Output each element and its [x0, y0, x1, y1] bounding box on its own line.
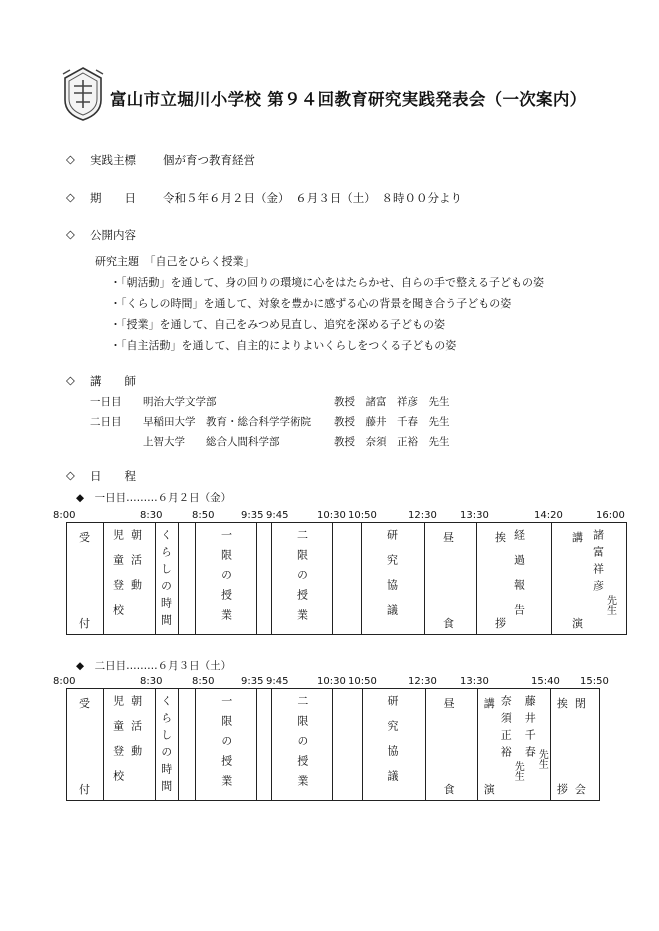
slot-text: 食: [443, 617, 454, 630]
lecturer-vertical-name: 諸富祥彦: [591, 529, 605, 597]
time-tick: 14:20: [534, 510, 563, 521]
lecturer-day: 一日目: [90, 396, 122, 408]
slot-text: 児童登校: [111, 529, 125, 629]
date-marker: ◇: [66, 190, 75, 204]
slot-text: 朝活動: [129, 695, 143, 770]
practice-label: 実践主標: [90, 153, 136, 167]
content-label: 公開内容: [90, 228, 136, 242]
content-bullet: ・「くらしの時間」を通して、対象を豊かに感ずる心の背景を聞き合う子どもの姿: [110, 297, 512, 310]
slot-text: 付: [79, 617, 90, 630]
date-label: 期 日: [90, 191, 136, 205]
time-tick: 10:50: [348, 510, 377, 521]
slot-reception: [67, 523, 104, 635]
practice-marker: ◇: [66, 152, 75, 166]
day1-caption: ◆ 一日目………６月２日（金）: [76, 492, 232, 504]
slot-text: 先生: [604, 595, 616, 615]
slot-text: 研究協議: [385, 529, 399, 629]
day2-schedule-table: [66, 688, 600, 801]
time-tick: 10:30: [317, 676, 346, 687]
slot-text: 閉: [574, 697, 586, 710]
lecturer-day: 二日目: [90, 416, 122, 428]
slot-text: 一限の授業: [219, 529, 233, 629]
day1-schedule-table: [66, 522, 627, 635]
slot-period2: [272, 523, 333, 635]
slot-lecture: [477, 689, 550, 801]
slot-text: 拶: [495, 617, 506, 630]
slot-text: 二限の授業: [295, 695, 309, 795]
content-bullet: ・「授業」を通して、自己をみつめ見直し、追究を深める子どもの姿: [110, 318, 446, 331]
time-tick: 8:00: [53, 676, 76, 687]
slot-gap: [179, 689, 196, 801]
slot-text: 食: [443, 783, 455, 796]
slot-text: 受: [79, 697, 90, 710]
slot-gap: [333, 689, 362, 801]
time-tick: 10:50: [348, 676, 377, 687]
slot-text: 先生: [536, 749, 548, 769]
slot-text: 昼: [443, 697, 455, 710]
lecturer-org: 上智大学 総合人間科学部: [143, 436, 280, 448]
slot-text: 演: [483, 783, 495, 796]
slot-text: くらしの時間: [159, 695, 173, 797]
time-tick: 9:45: [266, 676, 289, 687]
slot-period1: [196, 689, 257, 801]
slot-text: 研究協議: [386, 695, 400, 795]
time-tick: 15:40: [531, 676, 560, 687]
lecturer-name: 教授 諸富 祥彦 先生: [334, 396, 450, 408]
lecturer-org: 早稲田大学 教育・総合科学学術院: [143, 416, 311, 428]
time-tick: 9:45: [266, 510, 289, 521]
slot-period1: [196, 523, 257, 635]
slot-greeting-closing: [550, 689, 599, 801]
time-tick: 13:30: [460, 510, 489, 521]
slot-period2: [272, 689, 333, 801]
slot-text: 先生: [512, 761, 524, 781]
slot-text: 会: [574, 783, 586, 796]
slot-text: 一限の授業: [219, 695, 233, 795]
schedule-label: 日 程: [90, 469, 136, 483]
slot-kurashi: [156, 689, 179, 801]
day2-caption: ◆ 二日目………６月３日（土）: [76, 660, 232, 672]
schedule-marker: ◇: [66, 468, 75, 482]
slot-gap: [333, 523, 362, 635]
time-tick: 9:35: [241, 676, 264, 687]
time-tick: 9:35: [241, 510, 264, 521]
slot-lecture: [552, 523, 627, 635]
slot-text: 挨: [556, 697, 568, 710]
slot-lunch: [425, 523, 477, 635]
content-marker: ◇: [66, 227, 75, 241]
time-tick: 8:30: [140, 676, 163, 687]
date-value: 令和５年６月２日（金） ６月３日（土） ８時００分より: [163, 191, 462, 205]
slot-text: 講: [572, 531, 583, 544]
slot-arrival-morning: [104, 689, 156, 801]
slot-discussion: [362, 523, 425, 635]
slot-reception: [67, 689, 104, 801]
research-theme: 研究主題 「自己をひらく授業」: [95, 255, 255, 268]
slot-text: くらしの時間: [159, 529, 173, 631]
content-bullet: ・「朝活動」を通して、身の回りの環境に心をはたらかせ、自らの手で整える子どもの姿: [110, 276, 544, 289]
time-tick: 13:30: [460, 676, 489, 687]
time-tick: 8:00: [53, 510, 76, 521]
slot-kurashi: [156, 523, 179, 635]
lecturers-marker: ◇: [66, 373, 75, 387]
lecturer-org: 明治大学文学部: [143, 396, 217, 408]
slot-text: 講: [483, 697, 495, 710]
slot-text: 昼: [443, 531, 454, 544]
lecturer-name: 教授 奈須 正裕 先生: [334, 436, 450, 448]
slot-text: 受: [79, 531, 90, 544]
practice-value: 個が育つ教育経営: [163, 153, 255, 167]
content-bullet: ・「自主活動」を通して、自主的によりよいくらしをつくる子どもの姿: [110, 339, 457, 352]
slot-text: 付: [79, 783, 90, 796]
lecturers-label: 講 師: [90, 374, 136, 388]
page-title: 富山市立堀川小学校 第９４回教育研究実践発表会（一次案内）: [110, 90, 587, 109]
time-tick: 15:50: [580, 676, 609, 687]
slot-text: 演: [572, 617, 583, 630]
slot-lunch: [425, 689, 477, 801]
slot-text: 挨: [495, 531, 506, 544]
time-tick: 12:30: [408, 676, 437, 687]
slot-text: 拶: [556, 783, 568, 796]
slot-text: 経過報告: [512, 529, 526, 629]
time-tick: 16:00: [596, 510, 625, 521]
school-emblem-icon: [60, 66, 106, 122]
slot-greeting-report: [477, 523, 552, 635]
slot-text: 二限の授業: [295, 529, 309, 629]
lecturer-vertical-name: 藤井千春: [523, 695, 537, 763]
slot-gap: [257, 689, 272, 801]
lecturer-vertical-name: 奈須正裕: [499, 695, 513, 763]
slot-gap: [179, 523, 196, 635]
time-tick: 10:30: [317, 510, 346, 521]
time-tick: 8:50: [192, 510, 215, 521]
lecturer-name: 教授 藤井 千春 先生: [334, 416, 450, 428]
time-tick: 8:50: [192, 676, 215, 687]
slot-text: 朝活動: [129, 529, 143, 604]
time-tick: 8:30: [140, 510, 163, 521]
time-tick: 12:30: [408, 510, 437, 521]
slot-gap: [257, 523, 272, 635]
slot-arrival-morning: [104, 523, 156, 635]
slot-discussion: [362, 689, 425, 801]
slot-text: 児童登校: [111, 695, 125, 795]
